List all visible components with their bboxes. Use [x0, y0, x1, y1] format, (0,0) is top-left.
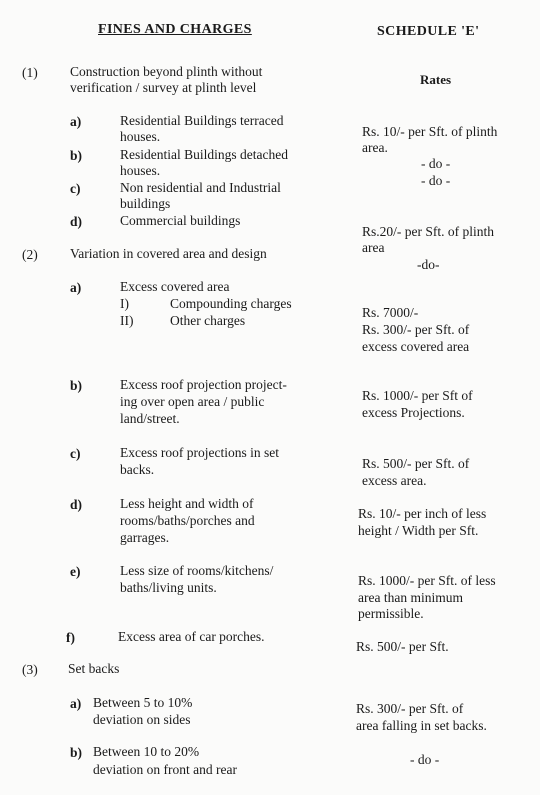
rate-text: area [362, 240, 385, 255]
rate-text: - do - [421, 173, 451, 188]
rate-text: area than minimum [358, 590, 463, 605]
rate-text: area falling in set backs. [356, 718, 487, 733]
item-text: houses. [120, 129, 161, 144]
section-number: (2) [22, 247, 38, 262]
item-letter: a) [70, 280, 82, 295]
item-letter: d) [70, 214, 83, 229]
rate-text: Rs. 300/- per Sft. of [356, 701, 464, 716]
section-text: Construction beyond plinth without [70, 64, 263, 79]
rate-text: permissible. [358, 606, 424, 621]
rate-text: Rs. 10/- per inch of less [358, 506, 487, 521]
item-letter: f) [66, 630, 75, 645]
item-text: Residential Buildings detached [120, 147, 288, 162]
rate-text: Rs. 500/- per Sft. of [362, 456, 470, 471]
item-text: deviation on front and rear [93, 762, 237, 777]
item-letter: a) [70, 696, 82, 711]
rate-text: Rs. 10/- per Sft. of plinth [362, 124, 498, 139]
rate-text: Rs. 1000/- per Sft. of less [358, 573, 496, 588]
rate-text: Rs. 1000/- per Sft of [362, 388, 473, 403]
item-letter: d) [70, 497, 83, 512]
schedule-label: SCHEDULE 'E' [377, 24, 480, 39]
rate-text: height / Width per Sft. [358, 523, 479, 538]
rates-header: Rates [420, 72, 452, 87]
subitem-number: I) [120, 296, 129, 311]
section-number: (3) [22, 662, 38, 677]
rate-text: excess covered area [362, 339, 470, 354]
rate-text: excess area. [362, 473, 427, 488]
section-text: verification / survey at plinth level [70, 80, 257, 95]
item-text: Residential Buildings terraced [120, 113, 284, 128]
rate-text: excess Projections. [362, 405, 465, 420]
item-text: Excess area of car porches. [118, 629, 265, 644]
section-text: Set backs [68, 661, 120, 676]
item-text: Excess roof projections in set [120, 445, 279, 460]
item-text: backs. [120, 462, 155, 477]
item-letter: c) [70, 181, 81, 196]
item-text: ing over open area / public [120, 394, 265, 409]
item-text: baths/living units. [120, 580, 217, 595]
rate-text: Rs. 300/- per Sft. of [362, 322, 470, 337]
section-number: (1) [22, 65, 38, 80]
page-title: FINES AND CHARGES [98, 22, 252, 37]
rate-text: -do- [417, 257, 440, 272]
item-text: garrages. [120, 530, 170, 545]
subitem-text: Other charges [170, 313, 246, 328]
item-letter: b) [70, 148, 83, 163]
rate-text: - do - [410, 752, 440, 767]
item-text: deviation on sides [93, 712, 191, 727]
item-text: rooms/baths/porches and [120, 513, 255, 528]
item-text: Less height and width of [120, 496, 254, 511]
subitem-number: II) [120, 313, 134, 328]
item-text: Commercial buildings [120, 213, 241, 228]
item-text: Excess roof projection project- [120, 377, 287, 392]
section-text: Variation in covered area and design [70, 246, 267, 261]
item-text: Non residential and Industrial [120, 180, 281, 195]
item-letter: c) [70, 446, 81, 461]
item-text: Less size of rooms/kitchens/ [120, 563, 274, 578]
rate-text: Rs. 7000/- [362, 305, 419, 320]
item-letter: e) [70, 564, 81, 579]
item-letter: b) [70, 745, 83, 760]
rate-text: Rs. 500/- per Sft. [356, 639, 449, 654]
item-text: Between 5 to 10% [93, 695, 193, 710]
item-text: buildings [120, 196, 171, 211]
rate-text: - do - [421, 156, 451, 171]
item-letter: b) [70, 378, 83, 393]
item-text: Excess covered area [120, 279, 230, 294]
item-text: Between 10 to 20% [93, 744, 200, 759]
rate-text: Rs.20/- per Sft. of plinth [362, 224, 494, 239]
item-text: houses. [120, 163, 161, 178]
subitem-text: Compounding charges [170, 296, 292, 311]
item-letter: a) [70, 114, 82, 129]
item-text: land/street. [120, 411, 180, 426]
rate-text: area. [362, 140, 388, 155]
